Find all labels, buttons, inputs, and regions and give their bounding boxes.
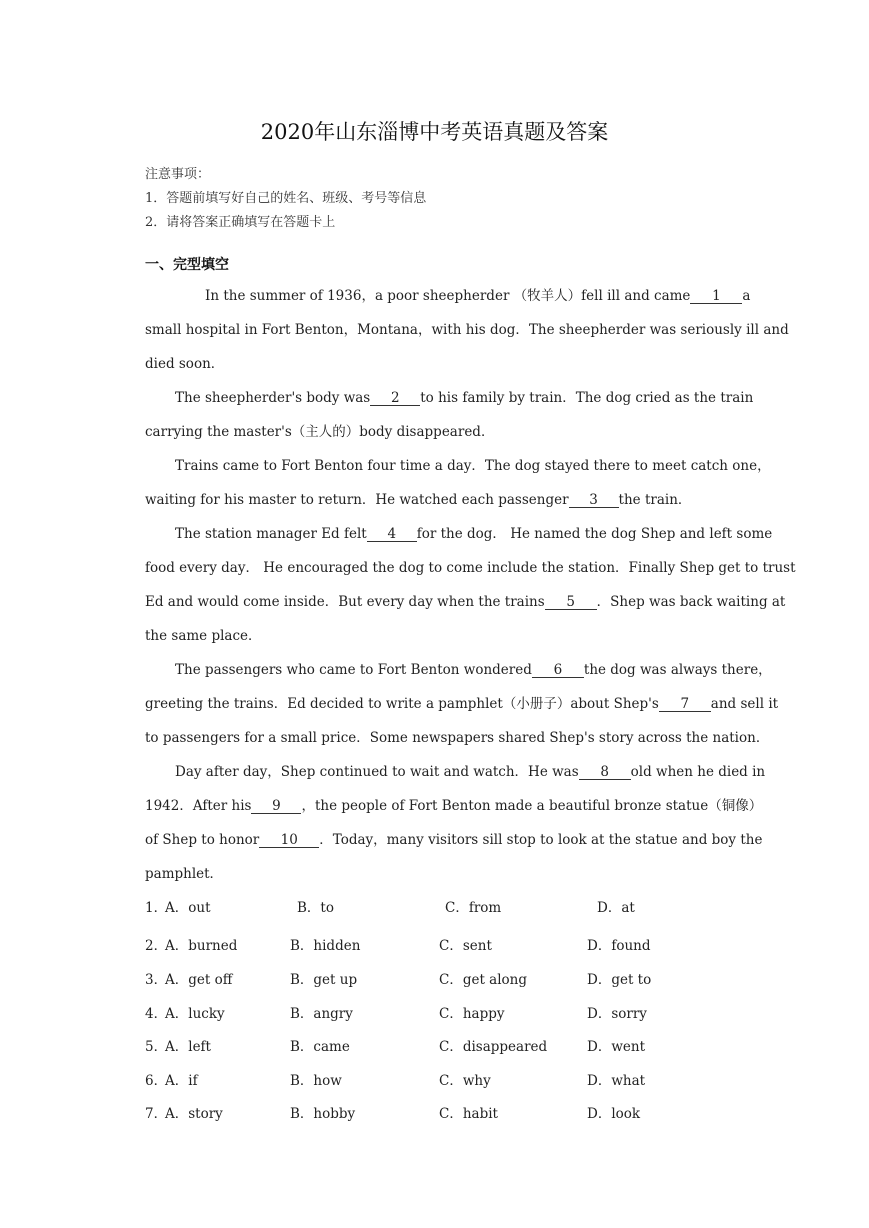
option-number: 5． [145,1039,168,1055]
option-c: C．sent [439,938,492,954]
passage-line-5: carrying the master's（主人的）body disappeared． [145,424,495,440]
passage-line-1: In the summer of 1936，a poor sheepherder （牧羊人）fell ill and came 1 a [205,288,751,304]
page-title: 2020年山东淄博中考英语真题及答案 [260,120,609,144]
passage-line-7: waiting for his master to return．He watched each passenger 3 the train． [145,492,692,508]
option-d: D．went [587,1039,645,1055]
option-b: B．hidden [290,938,361,954]
passage-line-3: died soon． [145,356,225,372]
notes-heading: 注意事项： [145,167,211,182]
option-d: D．sorry [587,1006,647,1022]
option-a: A．get off [165,972,233,988]
passage-line-12: The passengers who came to Fort Benton wondered 6 the dog was always there， [175,662,772,678]
option-number: 7． [145,1106,168,1122]
passage-line-15: Day after day，Shep continued to wait and watch．He was 8 old when he died in [175,764,766,780]
option-number: 4． [145,1006,168,1022]
blank-2: 2 [370,391,420,406]
passage-line-16: 1942．After his 9 ，the people of Fort Benton made a beautiful bronze statue（铜像） [145,798,763,814]
option-b: B．to [297,900,334,916]
blank-10: 10 [259,833,319,848]
option-c: C．habit [439,1106,498,1122]
passage-line-2: small hospital in Fort Benton，Montana，with his dog．The sheepherder was seriously ill and [145,322,789,338]
option-d: D．look [587,1106,641,1122]
passage-line-11: the same place． [145,628,262,644]
blank-8: 8 [579,765,631,780]
passage-line-4: The sheepherder's body was 2 to his family by train．The dog cried as the train [175,390,754,406]
notes-item-2: 2．请将答案正确填写在答题卡上 [145,215,336,230]
option-b: B．get up [290,972,358,988]
option-c: C．get along [439,972,528,988]
option-a: A．out [165,900,211,916]
passage-line-14: to passengers for a small price．Some newspapers shared Shep's story across the nation． [145,730,770,746]
blank-3: 3 [569,493,619,508]
option-c: C．from [445,900,502,916]
blank-9: 9 [251,799,301,814]
blank-7: 7 [659,697,711,712]
option-number: 1． [145,900,168,916]
notes-item-1: 1．答题前填写好自己的姓名、班级、考号等信息 [145,191,427,206]
option-b: B．angry [290,1006,353,1022]
option-d: D．what [587,1073,646,1089]
passage-line-8: The station manager Ed felt 4 for the dog． He named the dog Shep and left some [175,526,773,542]
option-d: D．get to [587,972,652,988]
option-b: B．came [290,1039,350,1055]
option-c: C．happy [439,1006,505,1022]
option-d: D．at [597,900,635,916]
section-title: 一、完型填空 [145,257,229,273]
passage-line-13: greeting the trains．Ed decided to write a pamphlet（小册子）about Shep's 7 and sell it [145,696,779,712]
option-number: 3． [145,972,168,988]
option-b: B．hobby [290,1106,356,1122]
option-a: A．lucky [165,1006,225,1022]
option-a: A．if [165,1073,198,1089]
option-a: A．story [165,1106,223,1122]
passage-line-9: food every day． He encouraged the dog to come include the station．Finally Shep get to trust [145,560,796,576]
option-number: 2． [145,938,168,954]
blank-1: 1 [690,289,742,304]
option-c: C．disappeared [439,1039,548,1055]
blank-5: 5 [545,595,597,610]
passage-line-17: of Shep to honor 10 ．Today，many visitors sill stop to look at the statue and boy the [145,832,763,848]
option-a: A．burned [165,938,238,954]
option-b: B．how [290,1073,342,1089]
blank-6: 6 [532,663,584,678]
passage-line-10: Ed and would come inside．But every day when the trains 5 ．Shep was back waiting at [145,594,786,610]
passage-line-6: Trains came to Fort Benton four time a day．The dog stayed there to meet catch one， [175,458,771,474]
passage-line-18: pamphlet． [145,866,224,882]
option-a: A．left [165,1039,211,1055]
option-c: C．why [439,1073,491,1089]
option-d: D．found [587,938,651,954]
blank-4: 4 [367,527,417,542]
option-number: 6． [145,1073,168,1089]
